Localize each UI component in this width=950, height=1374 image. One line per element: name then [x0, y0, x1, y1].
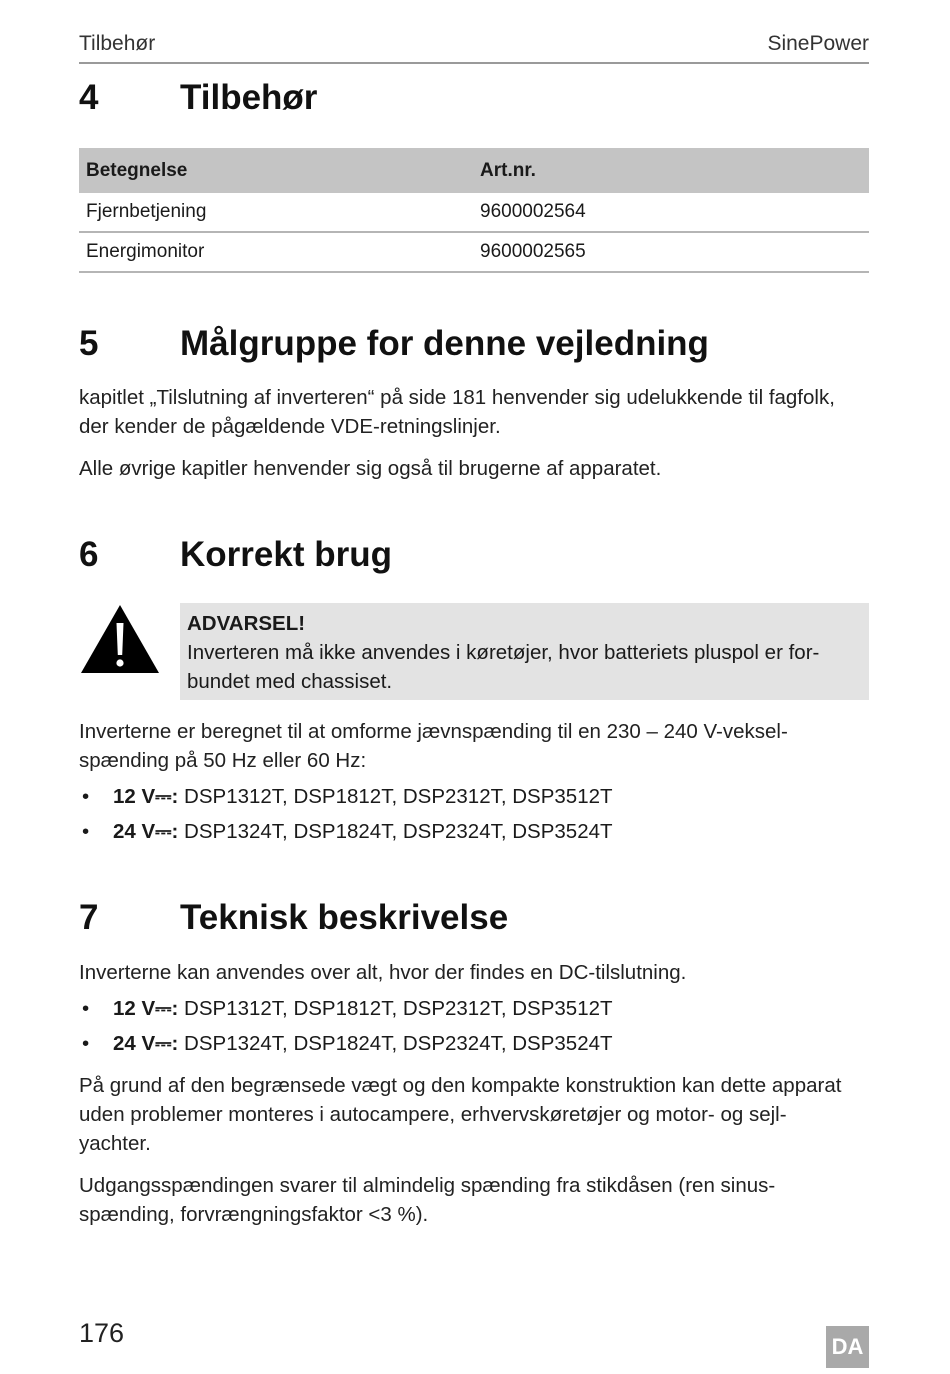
voltage-label: 12 V⎓:: [113, 997, 179, 1020]
column-header-designation: Betegnelse: [79, 148, 473, 193]
table-cell-art-no: 9600002565: [473, 232, 869, 272]
target-group-paragraph: [79, 383, 871, 441]
list-item: [79, 994, 869, 1029]
page-number: 176: [79, 1318, 125, 1348]
section-number: 4: [79, 78, 99, 117]
list-item: [79, 782, 869, 817]
section-number: 7: [79, 898, 99, 937]
running-header: [79, 30, 869, 64]
text-line: Inverterne er beregnet til at omforme jævnspænding til en 230 – 240 V-veksel-: [79, 720, 788, 743]
intended-use-paragraph: [79, 717, 871, 775]
users-paragraph: [79, 454, 871, 483]
voltage-label: 24 V⎓:: [113, 1032, 179, 1055]
installation-paragraph: [79, 1071, 871, 1158]
model-list: [79, 782, 869, 852]
section-number: 6: [79, 535, 99, 574]
language-badge: DA: [826, 1326, 869, 1368]
warning-text-line: Inverteren må ikke anvendes i køretøjer, hvor batteriets pluspol er for-: [187, 641, 820, 664]
warning-triangle-icon: [79, 603, 161, 675]
table-cell-designation: Fjernbetjening: [79, 193, 473, 232]
table-row: [79, 232, 869, 272]
section-title: Korrekt brug: [180, 535, 392, 574]
model-list: [79, 994, 869, 1064]
text-line: uden problemer monteres i autocampere, erhvervskøretøjer og motor- og sejl-: [79, 1103, 787, 1126]
text-line: spænding på 50 Hz eller 60 Hz:: [79, 749, 367, 772]
table-header-row: [79, 148, 869, 193]
bullet-dot: •: [82, 997, 90, 1020]
table-cell-designation: Energimonitor: [79, 232, 473, 272]
model-names: DSP1324T, DSP1824T, DSP2324T, DSP3524T: [178, 1032, 613, 1055]
text-line: spænding, forvrængningsfaktor <3 %).: [79, 1203, 429, 1226]
list-item: [79, 817, 869, 852]
model-names: DSP1312T, DSP1812T, DSP2312T, DSP3512T: [178, 997, 613, 1020]
bullet-dot: •: [82, 1032, 90, 1055]
voltage-label: 12 V⎓:: [113, 785, 179, 808]
warning-box: [180, 603, 869, 700]
warning-title: ADVARSEL!: [187, 612, 306, 635]
text-line: yachter.: [79, 1132, 151, 1155]
table-row: [79, 193, 869, 232]
output-voltage-paragraph: [79, 1171, 871, 1229]
text-line: kapitlet „Tilslutning af inverteren“ på side 181 henvender sig udelukkende til fagfolk,: [79, 386, 835, 409]
warning-text-line: bundet med chassiset.: [187, 670, 393, 693]
accessories-table: [79, 148, 869, 273]
text-line: Alle øvrige kapitler henvender sig også til brugerne af apparatet.: [79, 457, 662, 480]
dc-connection-paragraph: [79, 958, 871, 987]
bullet-dot: •: [82, 820, 90, 843]
column-header-art-no: Art.nr.: [473, 148, 869, 193]
header-product: SinePower: [767, 32, 869, 55]
text-line: Inverterne kan anvendes over alt, hvor der findes en DC-tilslutning.: [79, 961, 687, 984]
voltage-label: 24 V⎓:: [113, 820, 179, 843]
model-names: DSP1324T, DSP1824T, DSP2324T, DSP3524T: [178, 820, 613, 843]
text-line: der kender de pågældende VDE-retningslinjer.: [79, 415, 501, 438]
model-names: DSP1312T, DSP1812T, DSP2312T, DSP3512T: [178, 785, 613, 808]
section-title: Tilbehør: [180, 78, 318, 117]
section-number: 5: [79, 324, 99, 363]
list-item: [79, 1029, 869, 1064]
bullet-dot: •: [82, 785, 90, 808]
header-chapter: Tilbehør: [79, 32, 156, 55]
text-line: Udgangsspændingen svarer til almindelig spænding fra stikdåsen (ren sinus-: [79, 1174, 776, 1197]
text-line: På grund af den begrænsede vægt og den kompakte konstruktion kan dette apparat: [79, 1074, 842, 1097]
section-title: Teknisk beskrivelse: [180, 898, 509, 937]
table-cell-art-no: 9600002564: [473, 193, 869, 232]
section-title: Målgruppe for denne vejledning: [180, 324, 709, 363]
